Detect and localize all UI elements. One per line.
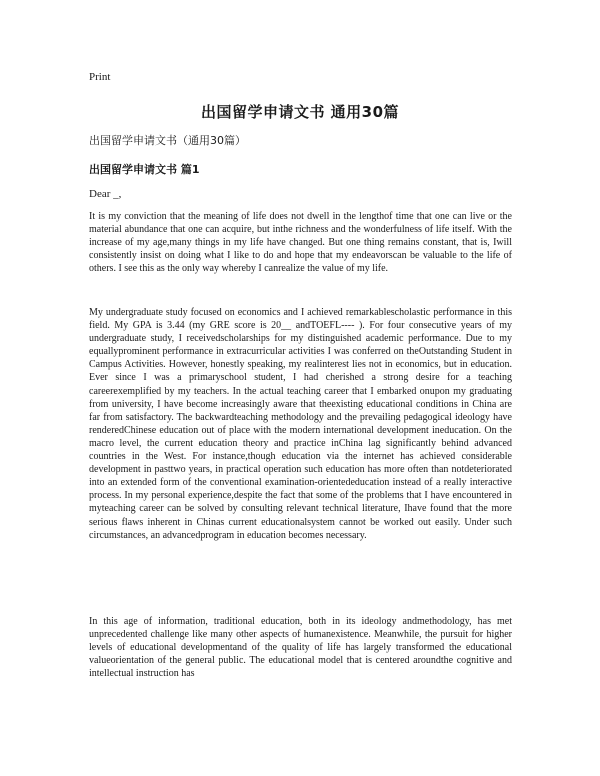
paragraph-3: In this age of information, traditional education, both in its ideology andmethodology, has met unprecedented challenge like many other aspects of humanexistence. Meanwhile, the pursuit for higher levels of educational developmentand of the quality of life has largely transformed the educational valueorientation of the general public. The educational model that is centered aroundthe cognitive and intellectual instruction has (89, 616, 512, 680)
paragraph-1: It is my conviction that the meaning of life does not dwell in the lengthof time that one can live or the material abundance that one can acquire, but inthe richness and the wonderfulness of life itself. With the increase of my age,many things in my life have changed. But one thing remains constant, that is, Iwill consistently insist on doing what I like to do and hope that my endeavorscan be valuable to the life of others. I see this as the only way whereby I canrealize the value of my life. (89, 211, 512, 275)
document-title: 出国留学申请文书 通用30篇 (200, 103, 400, 121)
print-link[interactable]: Print (89, 71, 111, 83)
salutation: Dear _, (89, 188, 122, 200)
paragraph-2: My undergraduate study focused on economics and I achieved remarkablescholastic performance in this field. My GPA is 3.44 (my GRE score is 20__ andTOEFL---- ). For four consecutive years of my undergraduate study, I receivedscholarships for my distinguished academic performance. Due to my equallyprominent performance in extracurricular activities I was conferred on theOutstanding Student in Campus Activities. However, honestly speaking, my realinterest lies not in economics, but in education. Ever since I was a primaryschool student, I had cherished a strong desire for a teaching careerexemplified by my teachers. In the actual teaching career that I embarked onupon my graduating from university, I have become increasingly aware that theexisting educational conditions in China are far from satisfactory. The backwardteaching methodology and the prevailing pedagogical ideology have renderedChinese education out of place with the modern international development ineducation. On the macro level, the current education theory and practice inChina lag significantly behind advanced countries in the West. For instance,though education via the internet has achieved considerable development in pasttwo years, in practical operation such education has more often than notdeteriorated into an extended form of the conventional examination-orientededucation instead of a really interactive process. In my personal experience,despite the fact that some of the problems that I have encountered in myteaching career can be solved by consulting relevant technical literature, Ihave found that the more serious flaws inherent in Chinas current educationalsystem cannot be worked out easily. Under such circumstances, an advancedprogram in education becomes necessary. (89, 307, 512, 541)
document-subtitle: 出国留学申请文书（通用30篇） (89, 134, 246, 147)
section-heading: 出国留学申请文书 篇1 (89, 163, 200, 176)
